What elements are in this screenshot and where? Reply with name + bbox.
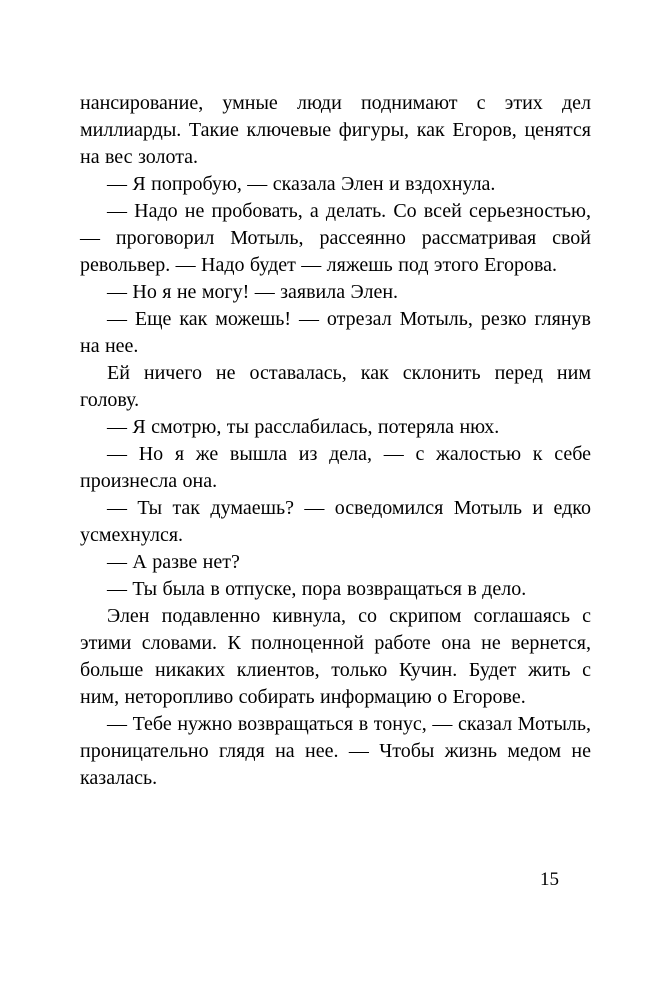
paragraph-5: — Еще как можешь! — отрезал Мотыль, резко глянув на нее. (80, 308, 591, 357)
paragraph-6: Ей ничего не оставалась, как склонить перед ним голову. (80, 362, 591, 411)
paragraph-10: — А разве нет? (107, 551, 240, 573)
paragraph-12: Элен подавленно кивнула, со скрипом соглашаясь с этими словами. К полноценной работе она не вернется, больше никаких клиентов, только Кучин. Будет жить с ним, неторопливо собирать информацию о Егорове. (80, 605, 591, 708)
page-text (80, 90, 591, 792)
page-number-row (80, 868, 591, 892)
paragraph-2: — Я попробую, — сказала Элен и вздохнула. (107, 173, 496, 195)
paragraph-13: — Тебе нужно возвращаться в тонус, — сказал Мотыль, проницательно глядя на нее. — Чтобы жизнь медом не казалась. (80, 713, 591, 789)
page-number: 15 (540, 869, 559, 890)
paragraph-4: — Но я не могу! — заявила Элен. (107, 281, 399, 303)
paragraph-9: — Ты так думаешь? — осведомился Мотыль и едко усмехнулся. (80, 497, 591, 546)
paragraph-11: — Ты была в отпуске, пора возвращаться в дело. (107, 578, 527, 600)
paragraph-1: нансирование, умные люди поднимают с этих дел миллиарды. Такие ключевые фигуры, как Егоров, ценятся на вес золота. (80, 92, 591, 168)
paragraph-3: — Надо не пробовать, а делать. Со всей серьезностью, — проговорил Мотыль, рассеянно рассматривая свой револьвер. — Надо будет — ляжешь под этого Егорова. (80, 200, 591, 276)
paragraph-8: — Но я же вышла из дела, — с жалостью к себе произнесла она. (80, 443, 591, 492)
paragraph-7: — Я смотрю, ты расслабилась, потеряла нюх. (107, 416, 500, 438)
